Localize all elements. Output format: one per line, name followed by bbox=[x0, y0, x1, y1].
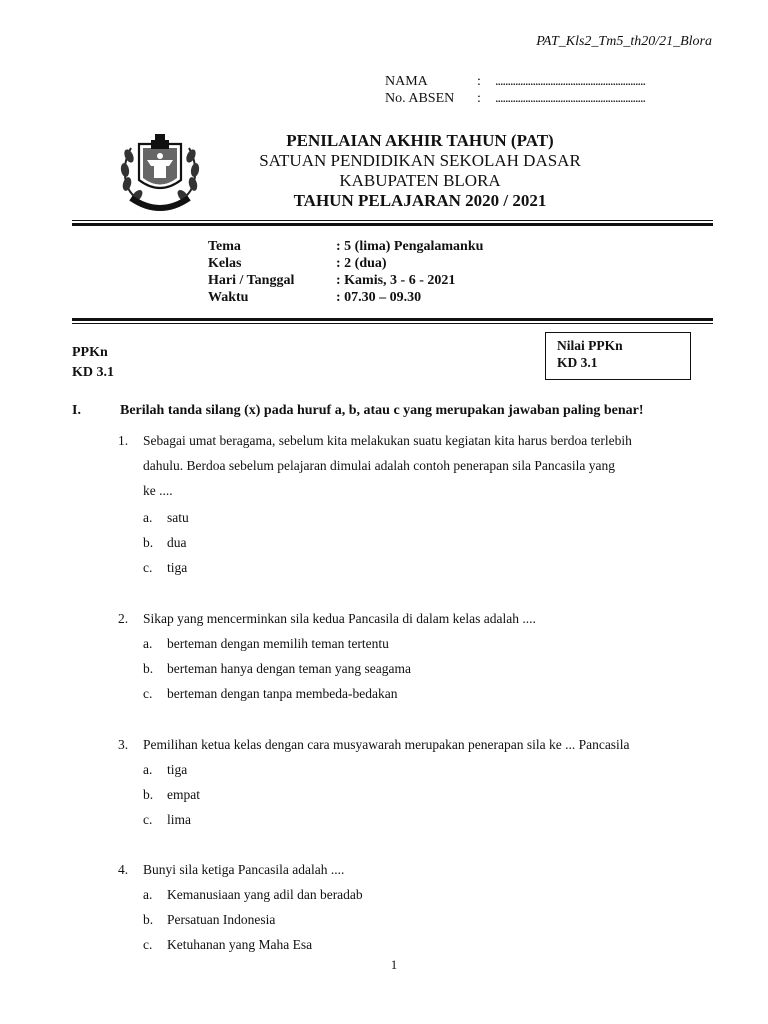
section-instruction: Berilah tanda silang (x) pada huruf a, b, atau c yang merupakan jawaban paling benar! bbox=[120, 403, 644, 418]
score-box[interactable] bbox=[545, 332, 691, 380]
option-letter: c. bbox=[143, 937, 153, 952]
question-4-number: 4. bbox=[118, 862, 129, 877]
question-2-option-c[interactable] bbox=[143, 686, 398, 702]
question-3-line-1: Pemilihan ketua kelas dengan cara musyawarah merupakan penerapan sila ke ... Pancasila bbox=[143, 737, 630, 752]
info-divider-thin bbox=[72, 323, 713, 324]
question-2-number: 2. bbox=[118, 611, 129, 626]
question-3-option-b[interactable] bbox=[143, 787, 200, 803]
option-text: berteman hanya dengan teman yang seagama bbox=[167, 661, 412, 676]
hari-value: : Kamis, 3 - 6 - 2021 bbox=[336, 273, 456, 288]
option-text: Kemanusiaan yang adil dan beradab bbox=[167, 887, 363, 902]
kelas-label: Kelas bbox=[208, 256, 242, 271]
option-letter: a. bbox=[143, 762, 153, 777]
option-text: tiga bbox=[167, 762, 188, 777]
absen-colon: : bbox=[477, 91, 481, 106]
score-box-title: Nilai PPKn bbox=[557, 338, 623, 353]
question-3-text bbox=[143, 732, 713, 757]
name-blank: ............................................................ bbox=[495, 74, 645, 89]
question-1-option-a[interactable] bbox=[143, 510, 189, 526]
hari-label: Hari / Tanggal bbox=[208, 273, 295, 288]
question-3-option-c[interactable] bbox=[143, 812, 191, 828]
option-text: dua bbox=[167, 535, 187, 550]
subject-name: PPKn bbox=[72, 345, 108, 360]
title-school-year: TAHUN PELAJARAN 2020 / 2021 bbox=[293, 191, 547, 210]
info-row-waktu bbox=[208, 290, 421, 306]
option-letter: c. bbox=[143, 812, 153, 827]
header-divider-thick bbox=[72, 223, 713, 226]
option-text: empat bbox=[167, 787, 200, 802]
option-text: Persatuan Indonesia bbox=[167, 912, 276, 927]
kelas-value: : 2 (dua) bbox=[336, 256, 387, 271]
question-1-number: 1. bbox=[118, 433, 129, 448]
header-divider-thin bbox=[72, 220, 713, 221]
info-divider-thick bbox=[72, 318, 713, 321]
document-reference: PAT_Kls2_Tm5_th20/21_Blora bbox=[536, 34, 712, 49]
question-1-line-2: dahulu. Berdoa sebelum pelajaran dimulai adalah contoh penerapan sila Pancasila yang bbox=[143, 458, 615, 473]
subject-kd: KD 3.1 bbox=[72, 365, 114, 380]
option-text: satu bbox=[167, 510, 189, 525]
question-1-option-c[interactable] bbox=[143, 560, 187, 576]
option-letter: c. bbox=[143, 686, 153, 701]
option-letter: a. bbox=[143, 510, 153, 525]
option-text: Ketuhanan yang Maha Esa bbox=[167, 937, 313, 952]
score-box-kd: KD 3.1 bbox=[557, 355, 598, 370]
tema-label: Tema bbox=[208, 239, 241, 254]
title-assessment: PENILAIAN AKHIR TAHUN (PAT) bbox=[286, 131, 554, 150]
section-number: I. bbox=[72, 403, 81, 418]
question-1-text bbox=[143, 428, 713, 503]
option-letter: b. bbox=[143, 535, 154, 550]
absen-blank: ............................................................ bbox=[495, 91, 645, 106]
question-2-option-a[interactable] bbox=[143, 636, 389, 652]
info-row-hari bbox=[208, 273, 455, 289]
question-4-option-c[interactable] bbox=[143, 937, 312, 953]
name-field[interactable] bbox=[385, 74, 645, 90]
option-letter: a. bbox=[143, 887, 153, 902]
question-4-option-b[interactable] bbox=[143, 912, 275, 928]
question-1-line-3: ke .... bbox=[143, 483, 173, 498]
question-4-option-a[interactable] bbox=[143, 887, 363, 903]
option-letter: b. bbox=[143, 912, 154, 927]
tema-value: : 5 (lima) Pengalamanku bbox=[336, 239, 484, 254]
option-letter: b. bbox=[143, 661, 154, 676]
name-colon: : bbox=[477, 74, 481, 89]
info-row-tema bbox=[208, 239, 483, 255]
absen-label: No. ABSEN bbox=[385, 91, 455, 106]
question-4-line-1: Bunyi sila ketiga Pancasila adalah .... bbox=[143, 862, 345, 877]
question-1-option-b[interactable] bbox=[143, 535, 187, 551]
waktu-value: : 07.30 – 09.30 bbox=[336, 290, 422, 305]
waktu-label: Waktu bbox=[208, 290, 249, 305]
title-education-unit: SATUAN PENDIDIKAN SEKOLAH DASAR bbox=[259, 151, 581, 170]
question-4-text bbox=[143, 857, 713, 882]
question-1-line-1: Sebagai umat beragama, sebelum kita melakukan suatu kegiatan kita harus berdoa terlebih bbox=[143, 433, 632, 448]
option-letter: c. bbox=[143, 560, 153, 575]
question-3-option-a[interactable] bbox=[143, 762, 187, 778]
info-row-kelas bbox=[208, 256, 387, 272]
option-letter: b. bbox=[143, 787, 154, 802]
option-text: lima bbox=[167, 812, 191, 827]
option-letter: a. bbox=[143, 636, 153, 651]
question-2-line-1: Sikap yang mencerminkan sila kedua Pancasila di dalam kelas adalah .... bbox=[143, 611, 536, 626]
option-text: tiga bbox=[167, 560, 188, 575]
question-2-text bbox=[143, 606, 713, 631]
option-text: berteman dengan tanpa membeda-bedakan bbox=[167, 686, 398, 701]
page-number: 1 bbox=[390, 957, 398, 972]
name-label: NAMA bbox=[385, 74, 428, 89]
question-2-option-b[interactable] bbox=[143, 661, 411, 677]
title-regency: KABUPATEN BLORA bbox=[339, 171, 501, 190]
question-3-number: 3. bbox=[118, 737, 129, 752]
absen-field[interactable] bbox=[385, 91, 645, 107]
option-text: berteman dengan memilih teman tertentu bbox=[167, 636, 389, 651]
